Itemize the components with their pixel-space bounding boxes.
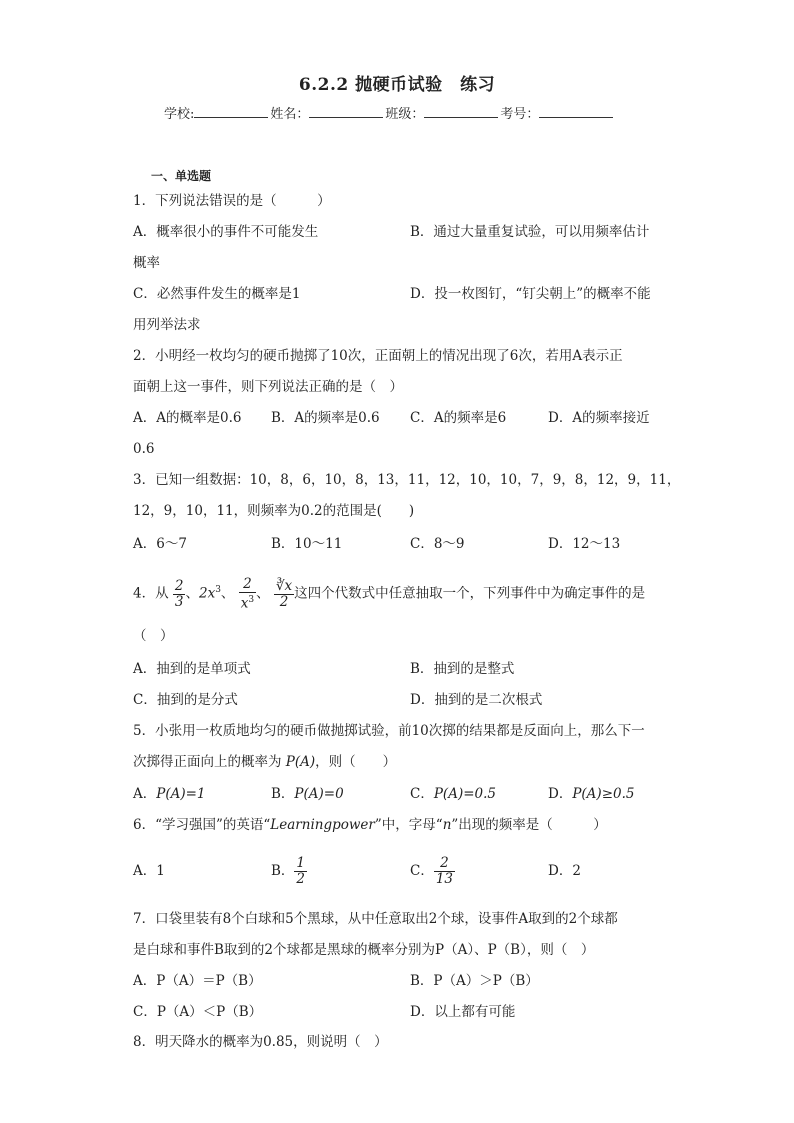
q7-option-c: C．P（A）＜P（B） [133, 1004, 263, 1020]
id-blank[interactable] [539, 105, 613, 118]
q5-option-b [271, 785, 344, 803]
q4-option-b: B．抽到的是整式 [410, 661, 515, 677]
q3-stem-line2: 12，9，10，11，则频率为0.2的范围是( ) [133, 503, 415, 519]
q6-option-d: D．2 [548, 863, 581, 879]
q6-option-a: A．1 [133, 863, 165, 879]
q6-stem-e: ”出现的频率是（ ） [451, 817, 607, 833]
q7-option-a: A．P（A）＝P（B） [133, 973, 262, 989]
q4-f3-denominator: x [240, 595, 249, 612]
q3-option-d: D．12～13 [548, 536, 621, 552]
q5-option-a [133, 785, 206, 803]
q5-stem-line1: 5．小张用一枚质地均匀的硬币做抛掷试验，前10次掷的结果都是反面向上，那么下一 [133, 723, 645, 739]
q4-fraction-4 [274, 579, 294, 610]
q2-option-b: B．A的频率是0.6 [271, 410, 380, 426]
q5-b-value: P(A)=0 [294, 786, 344, 802]
q1-option-a: A．概率很小的事件不可能发生 [133, 224, 319, 240]
q6-stem-word: Learningpower [270, 817, 375, 833]
q5-stem2-end: ，则（ ） [315, 754, 397, 770]
q6-c-fraction [434, 856, 455, 887]
name-label: 姓名： [270, 107, 310, 122]
q4-sep-1: 、 [185, 585, 199, 602]
q2-stem-line2: 面朝上这一事件，则下列说法正确的是（ ） [133, 379, 403, 395]
school-blank[interactable] [194, 105, 268, 118]
q2-option-c: C．A的频率是6 [410, 410, 507, 426]
q8-stem: 8．明天降水的概率为0.85，则说明（ ） [133, 1034, 388, 1050]
q6-option-c [410, 849, 455, 893]
page-title: 6.2.2 抛硬币试验 练习 [298, 75, 496, 95]
q4-term-2-exp: 3 [215, 585, 221, 595]
q6-c-denominator: 13 [435, 871, 454, 887]
q1-option-b-cont: 概率 [133, 255, 160, 271]
q6-stem-letter: n [442, 817, 452, 833]
q6-b-denominator: 2 [296, 871, 306, 887]
q5-stem-line2 [133, 753, 396, 771]
name-blank[interactable] [309, 105, 383, 118]
q4-f3-exp: 3 [248, 594, 255, 605]
q4-stem-line2: （ ） [133, 628, 174, 644]
q6-b-label: B． [271, 863, 295, 879]
section-heading: 一、单选题 [151, 169, 212, 183]
q4-sep-2: 、 [220, 585, 235, 602]
q1-option-d-cont: 用列举法求 [133, 317, 201, 333]
q4-option-d: D．抽到的是二次根式 [410, 692, 543, 708]
q4-stem-line1 [133, 568, 645, 616]
q1-option-b: B．通过大量重复试验，可以用频率估计 [410, 224, 650, 240]
q6-b-fraction [294, 856, 307, 887]
q5-d-label: D． [548, 786, 573, 802]
q4-sep-3: 、 [256, 585, 270, 602]
q6-c-label: C． [410, 863, 434, 879]
q4-prefix: 4．从 [133, 585, 169, 602]
q5-a-label: A． [133, 786, 157, 802]
q4-f1-denominator: 3 [174, 593, 184, 610]
q2-option-d-cont: 0.6 [133, 441, 155, 457]
q2-stem-line1: 2．小明经一枚均匀的硬币抛掷了10次，正面朝上的情况出现了6次，若用A表示正 [133, 348, 623, 364]
q5-option-d [548, 785, 634, 803]
q6-c-numerator: 2 [434, 856, 455, 872]
q2-option-a: A．A的概率是0.6 [133, 410, 242, 426]
q3-option-b: B．10～11 [271, 536, 343, 552]
q6-b-numerator: 1 [296, 855, 306, 871]
class-label: 班级： [385, 107, 425, 122]
school-label: 学校: [164, 107, 195, 122]
q5-a-value: P(A)=1 [156, 786, 206, 802]
q6-option-b [271, 849, 307, 893]
q4-suffix: 这四个代数式中任意抽取一个，下列事件中为确定事件的是 [294, 585, 646, 602]
q6-stem [133, 816, 607, 834]
q7-stem-line1: 7．口袋里装有8个白球和5个黑球，从中任意取出2个球，设事件A取到的2个球都 [133, 911, 618, 927]
q2-option-d: D．A的频率接近 [548, 410, 650, 426]
q3-option-a: A．6～7 [133, 536, 187, 552]
q7-option-b: B．P（A）＞P（B） [410, 973, 539, 989]
q6-stem-a: 6．“学习强国”的英语“ [133, 817, 271, 833]
q4-f3-numerator: 2 [239, 577, 256, 593]
q5-c-value: P(A)=0.5 [433, 786, 496, 802]
q5-option-c [410, 785, 496, 803]
q5-b-label: B． [271, 786, 295, 802]
q5-stem2-text: 次掷得正面向上的概率为 [133, 754, 286, 770]
q7-option-d: D．以上都有可能 [410, 1004, 516, 1020]
id-label: 考号： [500, 107, 540, 122]
q4-f4-denominator: 2 [279, 593, 289, 610]
q4-option-c: C．抽到的是分式 [133, 692, 238, 708]
q4-f4-numerator: ∛x [275, 577, 293, 594]
q1-stem: 1．下列说法错误的是（ ） [133, 193, 331, 209]
q4-f1-numerator: 2 [174, 577, 184, 594]
q1-option-d: D．投一枚图钉，“钉尖朝上”的概率不能 [410, 286, 651, 302]
student-info-line [164, 103, 615, 122]
q5-d-value: P(A)≥0.5 [572, 786, 635, 802]
q4-fraction-1 [173, 579, 186, 610]
q7-stem-line2: 是白球和事件B取到的2个球都是黑球的概率分别为P（A）、P（B），则（ ） [133, 942, 595, 958]
q4-fraction-3 [239, 577, 256, 612]
q6-stem-c: ”中，字母“ [374, 817, 443, 833]
q5-c-label: C． [410, 786, 434, 802]
q3-stem-line1: 3．已知一组数据：10，8，6，10，8，13，11，12，10，10，7，9，8，12，9，11， [133, 472, 681, 488]
q1-option-c: C．必然事件发生的概率是1 [133, 286, 301, 302]
class-blank[interactable] [424, 105, 498, 118]
q3-option-c: C．8～9 [410, 536, 465, 552]
q4-term-2: 2x [198, 585, 216, 602]
q4-option-a: A．抽到的是单项式 [133, 661, 251, 677]
q5-stem2-pa: P(A) [285, 754, 316, 770]
